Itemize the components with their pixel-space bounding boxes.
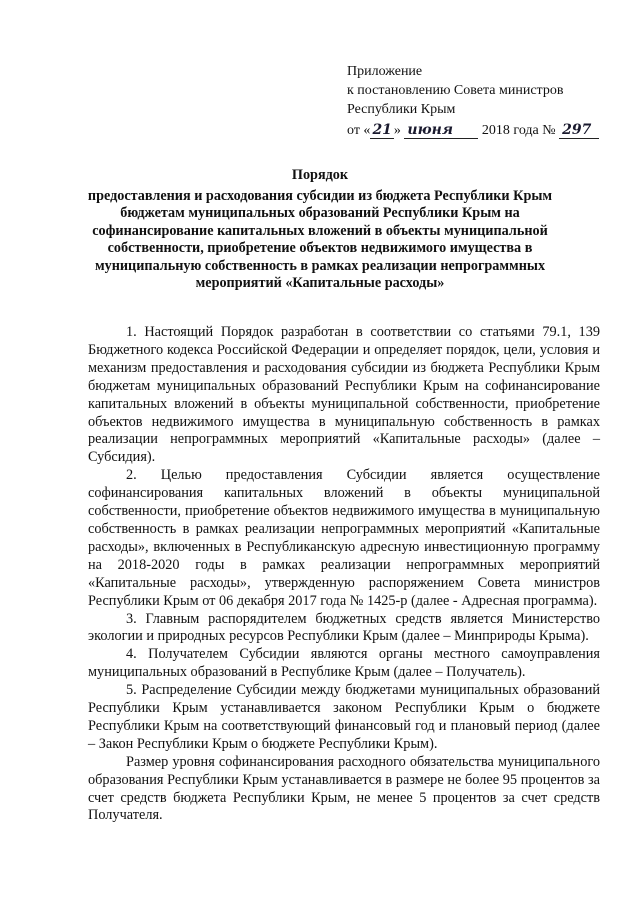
appendix-line-2: к постановлению Совета министров [347,83,564,98]
paragraph-3: 3. Главным распорядителем бюджетных средств является Министерство экологии и природных ресурсов Республики Крым (далее – Минприроды Крыма). [88,610,600,645]
paragraph-1: 1. Настоящий Порядок разработан в соответствии со статьями 79.1, 139 Бюджетного кодекса Российской Федерации и определяет порядок, цели, условия и механизм предоставления и расходования субсидии из бюджета Республики Крым бюджетам муниципальных образований Республики Крым на софинансирование капитальных вложений в объекты муниципальной собственности, приобретение объектов недвижимого имущества в муниципальную собственность в рамках реализации непрограммных мероприятий «Капитальные расходы» (далее – Субсидия). [88,324,600,466]
paragraph-2: 2. Целью предоставления Субсидии является осуществление софинансирования капитальных вложений в объекты муниципальной собственности, приобретение объектов недвижимого имущества в муниципальную собственность в рамках реализации непрограммных мероприятий «Капитальные расходы», включенных в Республиканскую адресную инвестиционную программу на 2018-2020 годы в рамках реализации непрограммных мероприятий «Капитальные расходы», утвержденную распоряжением Совета министров Республики Крым от 06 декабря 2017 года № 1425-р (далее - Адресная программа). [88,467,600,609]
paragraph-6: Размер уровня софинансирования расходного обязательства муниципального образования Республики Крым устанавливается в размере не более 95 процентов за счет средств бюджета Республики Крым, не менее 5 процентов за счет средств Получателя. [88,753,600,824]
appendix-line-1: Приложение [347,64,423,79]
handwritten-number: 297 [559,123,599,139]
handwritten-day: 21 [372,122,392,138]
document-body [88,324,600,825]
document-title [70,167,570,293]
paragraph-4: 4. Получателем Субсидии являются органы местного самоуправления муниципальных образований в Республике Крым (далее – Получатель). [88,646,600,681]
appendix-line-3: Республики Крым [347,102,456,117]
handwritten-month: июня [404,123,478,139]
title-subtitle: предоставления и расходования субсидии из бюджета Республики Крым бюджетам муниципальных образований Республики Крым на софинансирование капитальных вложений в объекты муниципальной собственности, приобретение объектов недвижимого имущества в муниципальную собственность в рамках реализации непрограммных мероприятий «Капитальные расходы» [87,187,553,291]
paragraph-5: 5. Распределение Субсидии между бюджетами муниципальных образований Республики Крым устанавливается законом Республики Крым о бюджете Республики Крым на соответствующий финансовый год и плановый период (далее – Закон Республики Крым о бюджете Республики Крым). [88,682,600,752]
title-heading: Порядок [291,167,349,183]
year-text: 2018 года № [481,123,556,138]
date-mid: » [393,123,401,138]
date-prefix: от « [347,123,371,138]
appendix-date-line [347,121,599,140]
appendix-block [347,62,599,140]
